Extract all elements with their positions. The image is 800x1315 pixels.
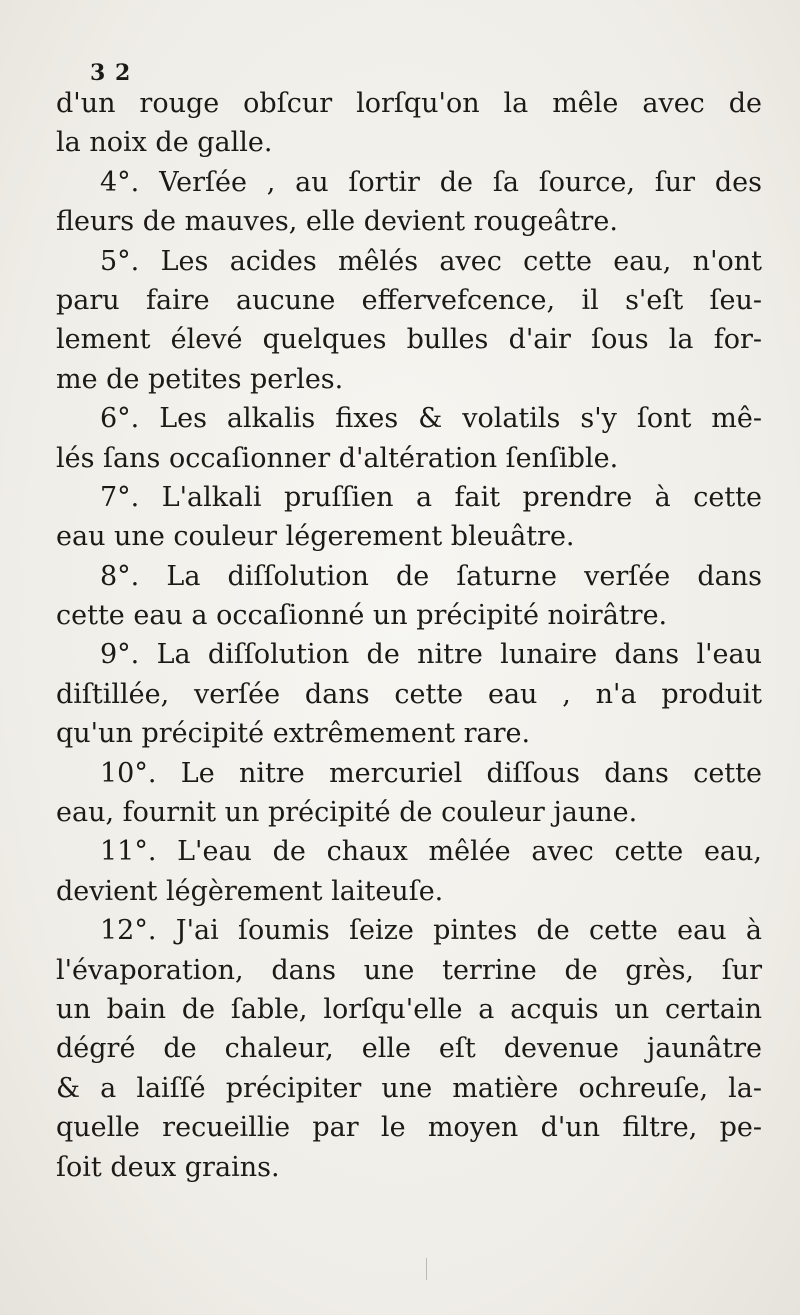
text-line: lement élevé quelques bulles d'air ſous la for- [56, 324, 762, 356]
text-line: 9°. La diſſolution de nitre lunaire dans l'eau [100, 639, 762, 671]
text-line: un bain de ſable, lorſqu'elle a acquis un certain [56, 993, 762, 1025]
text-line: lés ſans occaſionner d'altération ſenſible. [56, 442, 619, 474]
text-line: d'un rouge obſcur lorſqu'on la mêle avec de [56, 88, 762, 119]
text-line: me de petites perles. [56, 363, 344, 395]
text-line: l'évaporation, dans une terrine de grès, ſur [56, 954, 762, 986]
text-line: 12°. J'ai ſoumis ſeize pintes de cette eau à [100, 915, 762, 947]
paragraph-item-10 [56, 754, 762, 833]
page-edge-mark [426, 1258, 427, 1280]
text-line: ſoit deux grains. [56, 1151, 280, 1183]
text-line: paru faire aucune effervefcence, il s'eſt ſeu- [56, 284, 762, 316]
text-line: quelle recueillie par le moyen d'un filtre, pe- [56, 1112, 762, 1144]
paragraph-item-6 [56, 399, 762, 478]
text-line: 7°. L'alkali pruſſien a fait prendre à cette [100, 481, 762, 513]
text-line: 5°. Les acides mêlés avec cette eau, n'ont [100, 245, 762, 277]
text-line: diſtillée, verſée dans cette eau , n'a produit [56, 678, 762, 710]
paragraph-item-7 [56, 478, 762, 557]
text-line: eau, fournit un précipité de couleur jaune. [56, 797, 638, 829]
page-number: 3 2 [90, 60, 132, 86]
text-line: & a laiſſé précipiter une matière ochreuſe, la- [56, 1072, 762, 1104]
text-line: eau une couleur légerement bleuâtre. [56, 521, 575, 553]
text-line: devient légèrement laiteuſe. [56, 875, 444, 907]
paragraph-item-9 [56, 635, 762, 753]
text-line: dégré de chaleur, elle eſt devenue jaunâtre [56, 1033, 762, 1065]
text-line: 10°. Le nitre mercuriel diſſous dans cette [100, 757, 762, 789]
paragraph-item-5 [56, 242, 762, 400]
text-line: 11°. L'eau de chaux mêlée avec cette eau, [100, 836, 762, 868]
text-line: 8°. La diſſolution de ſaturne verſée dans [100, 560, 762, 592]
text-line: fleurs de mauves, elle devient rougeâtre. [56, 206, 618, 238]
text-line: la noix de galle. [56, 127, 273, 159]
paragraph-continuation [56, 84, 762, 163]
text-line: 4°. Verſée , au ſortir de ſa ſource, ſur des [100, 166, 762, 198]
paragraph-item-12 [56, 911, 762, 1187]
body-text [56, 84, 762, 1187]
text-line: 6°. Les alkalis fixes & volatils s'y ſont mê- [100, 403, 762, 435]
text-line: qu'un précipité extrêmement rare. [56, 718, 531, 750]
paragraph-item-4 [56, 163, 762, 242]
paragraph-item-11 [56, 832, 762, 911]
text-line: cette eau a occaſionné un précipité noirâtre. [56, 600, 668, 632]
paragraph-item-8 [56, 557, 762, 636]
